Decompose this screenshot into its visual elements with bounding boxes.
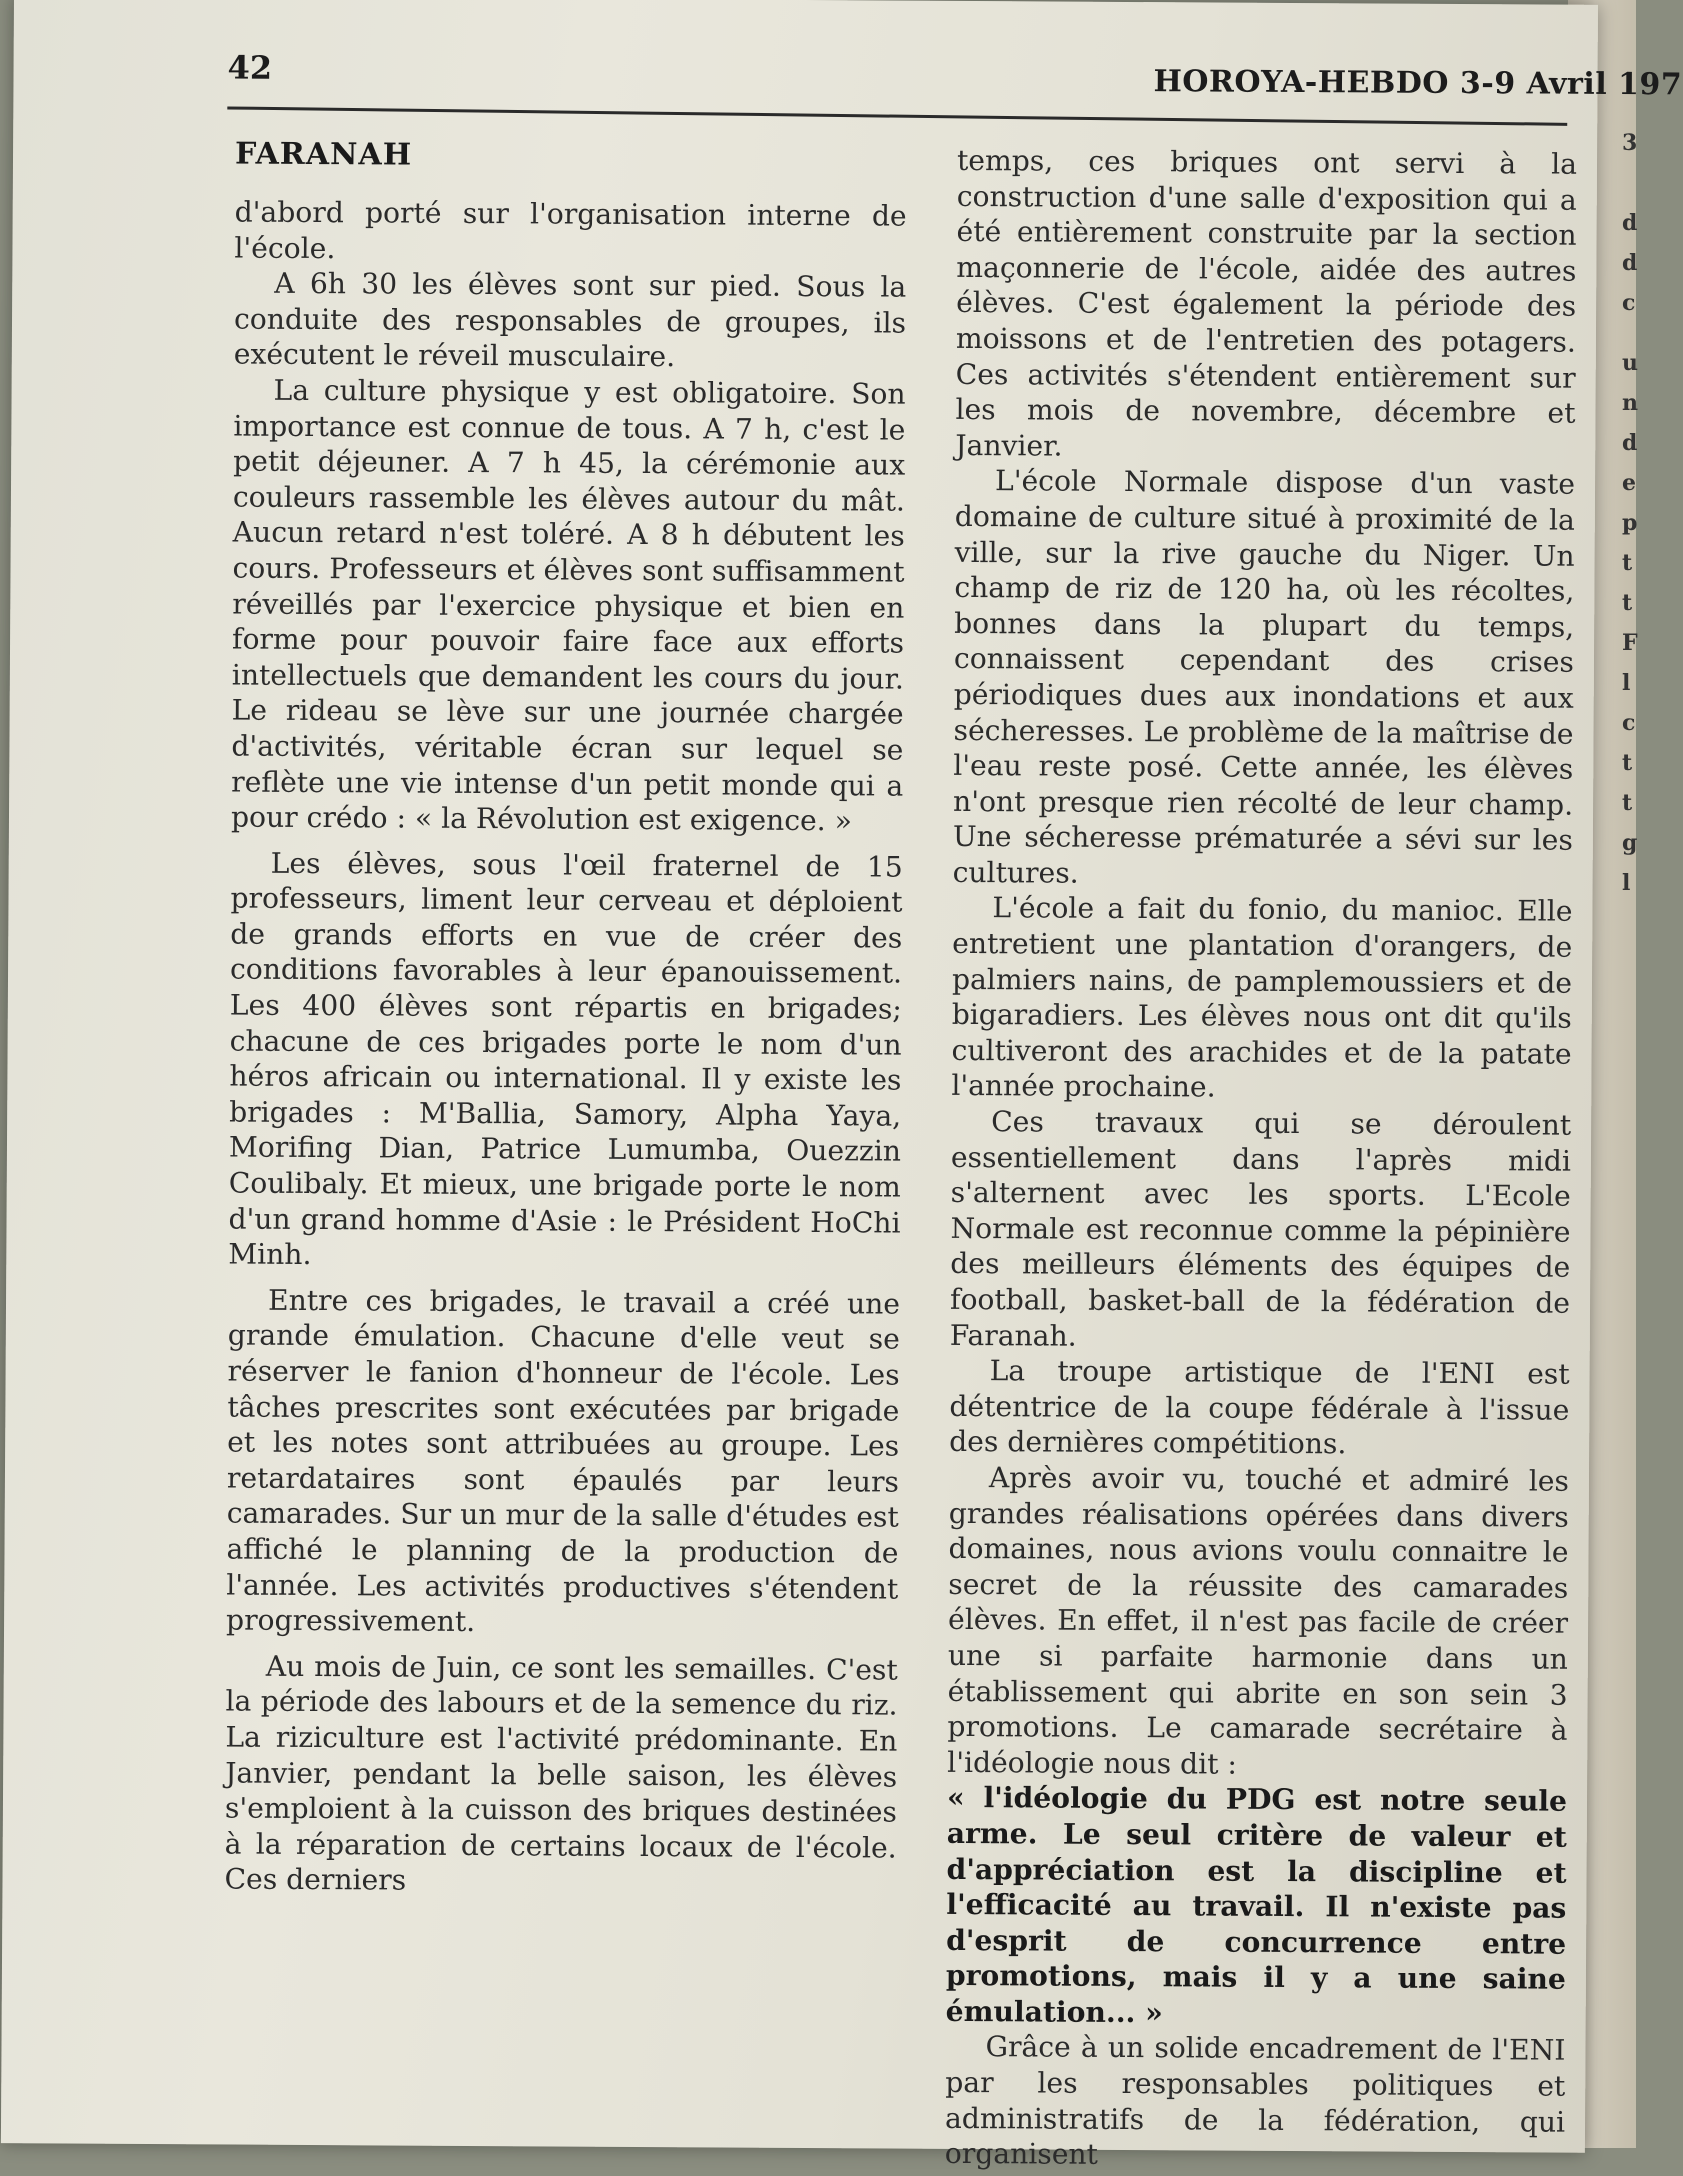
adjacent-page-letter: g bbox=[1622, 830, 1638, 856]
adjacent-page-letter: l bbox=[1622, 870, 1631, 896]
adjacent-page-letter: c bbox=[1622, 290, 1636, 316]
quote-paragraph: « l'idéologie du PDG est notre seule arme. Le seul critère de valeur et d'appréciation est la discipline et l'efficacité au travail. Il n'existe pas d'esprit de concurrence entre promotions, mais il y a une saine émulation... » bbox=[945, 1781, 1568, 2030]
adjacent-page-letter: t bbox=[1622, 790, 1633, 816]
paragraph: La troupe artistique de l'ENI est détentrice de la coupe fédérale à l'issue des dernières compétitions. bbox=[949, 1354, 1570, 1461]
adjacent-page-letter: d bbox=[1622, 430, 1638, 456]
paragraph: Au mois de Juin, ce sont les semailles. C'est la période des labours et de la semence du riz. La riziculture est l'activité prédominante. En Janvier, pendant la belle saison, les élèves s'emploient à la cuisson des briques destinées à la réparation de certains locaux de l'école. Ces derniers bbox=[224, 1649, 898, 1897]
article-column-right bbox=[945, 143, 1577, 2176]
adjacent-page-letter: F bbox=[1622, 630, 1638, 656]
adjacent-page-letter: 3 bbox=[1622, 130, 1638, 156]
article-column-left bbox=[224, 195, 906, 1902]
page-number: 42 bbox=[227, 48, 273, 87]
paragraph: La culture physique y est obligatoire. Son importance est connue de tous. A 7 h, c'est le petit déjeuner. A 7 h 45, la cérémonie aux couleurs rassemble les élèves autour du mât. Aucun retard n'est toléré. A 8 h débutent les cours. Professeurs et élèves sont suffisamment réveillés par l'exercice physique et bien en forme pour pouvoir faire face aux efforts intellectuels que demandent les cours du jour. Le rideau se lève sur une journée chargée d'activités, véritable écran sur lequel se reflète une vie intense d'un petit monde qui a pour crédo : « la Révolution est exigence. » bbox=[230, 373, 906, 838]
paragraph: Grâce à un solide encadrement de l'ENI par les responsables politiques et administratifs de la fédération, qui organisent bbox=[944, 2030, 1566, 2172]
adjacent-page-letter: e bbox=[1622, 470, 1636, 496]
paragraph: d'abord porté sur l'organisation interne de l'école. bbox=[234, 195, 907, 265]
paragraph: Ces travaux qui se déroulent essentiellement dans l'après midi s'alternent avec les sports. L'Ecole Normale est reconnue comme la pépinière des meilleurs éléments des équipes de football, basket-ball de la fédération de Faranah. bbox=[949, 1105, 1572, 1353]
paragraph: A 6h 30 les élèves sont sur pied. Sous la conduite des responsables de groupes, ils exécutent le réveil musculaire. bbox=[233, 266, 907, 374]
paragraph: temps, ces briques ont servi à la construction d'une salle d'exposition qui a été entièrement construite par la section maçonnerie de l'école, aidée des autres élèves. C'est également la période des moissons et de l'entretien des potagers. Ces activités s'étendent entièrement sur les mois de novembre, décembre et Janvier. bbox=[955, 143, 1578, 463]
header-rule bbox=[227, 106, 1567, 125]
adjacent-page-letter: p bbox=[1622, 510, 1638, 536]
adjacent-page-letter: t bbox=[1622, 550, 1633, 576]
paragraph: Les élèves, sous l'œil fraternel de 15 professeurs, liment leur cerveau et déploient de grands efforts en vue de créer des conditions favorables à leur épanouissement. Les 400 élèves sont répartis en brigades; chacune de ces brigades porte le nom d'un héros africain ou international. Il y existe les brigades : M'Ballia, Samory, Alpha Yaya, Morifing Dian, Patrice Lumumba, Ouezzin Coulibaly. Et mieux, une brigade porte le nom d'un grand homme d'Asie : le Président HoChi Minh. bbox=[228, 846, 903, 1272]
adjacent-page-letter: c bbox=[1622, 710, 1636, 736]
section-title: FARANAH bbox=[234, 136, 413, 173]
adjacent-page-letter: t bbox=[1622, 750, 1633, 776]
adjacent-page-letter: d bbox=[1622, 210, 1638, 236]
adjacent-page-letter: u bbox=[1622, 350, 1638, 376]
paragraph: L'école Normale dispose d'un vaste domaine de culture situé à proximité de la ville, sur la rive gauche du Niger. Un champ de riz de 120 ha, où les récoltes, bonnes dans la plupart du temps, connaissent cependant des crises périodiques dues aux inondations et aux sécheresses. Le problème de la maîtrise de l'eau reste posé. Cette année, les élèves n'ont presque rien récolté de leur champ. Une sécheresse prématurée a sévi sur les cultures. bbox=[952, 464, 1576, 890]
adjacent-page-letter: d bbox=[1622, 250, 1638, 276]
adjacent-page-letter: t bbox=[1622, 590, 1633, 616]
newspaper-page bbox=[1, 0, 1683, 2172]
paragraph: Après avoir vu, touché et admiré les grandes réalisations opérées dans divers domaines, nous avions voulu connaitre le secret de la réussite des camarades élèves. En effet, il n'est pas facile de créer une si parfaite harmonie dans un établissement qui abrite en son sein 3 promotions. Le camarade secrétaire à l'idéologie nous dit : bbox=[947, 1461, 1570, 1781]
adjacent-page-letter: n bbox=[1622, 390, 1638, 416]
paragraph: Entre ces brigades, le travail a créé une grande émulation. Chacune d'elle veut se réserver le fanion d'honneur de l'école. Les tâches prescrites sont exécutées par brigade et les notes sont attribuées au groupe. Les retardataires sont épaulés par leurs camarades. Sur un mur de la salle d'études est affiché le planning de la production de l'année. Les activités productives s'étendent progressivement. bbox=[225, 1283, 901, 1639]
adjacent-page-letter: l bbox=[1622, 670, 1631, 696]
publication-header: HOROYA-HEBDO 3-9 Avril 197 bbox=[1153, 64, 1683, 103]
paragraph: L'école a fait du fonio, du manioc. Elle entretient une plantation d'orangers, de palmiers nains, de pamplemoussiers et de bigaradiers. Les élèves nous ont dit qu'ils cultiveront des arachides et de la patate l'année prochaine. bbox=[951, 891, 1573, 1104]
